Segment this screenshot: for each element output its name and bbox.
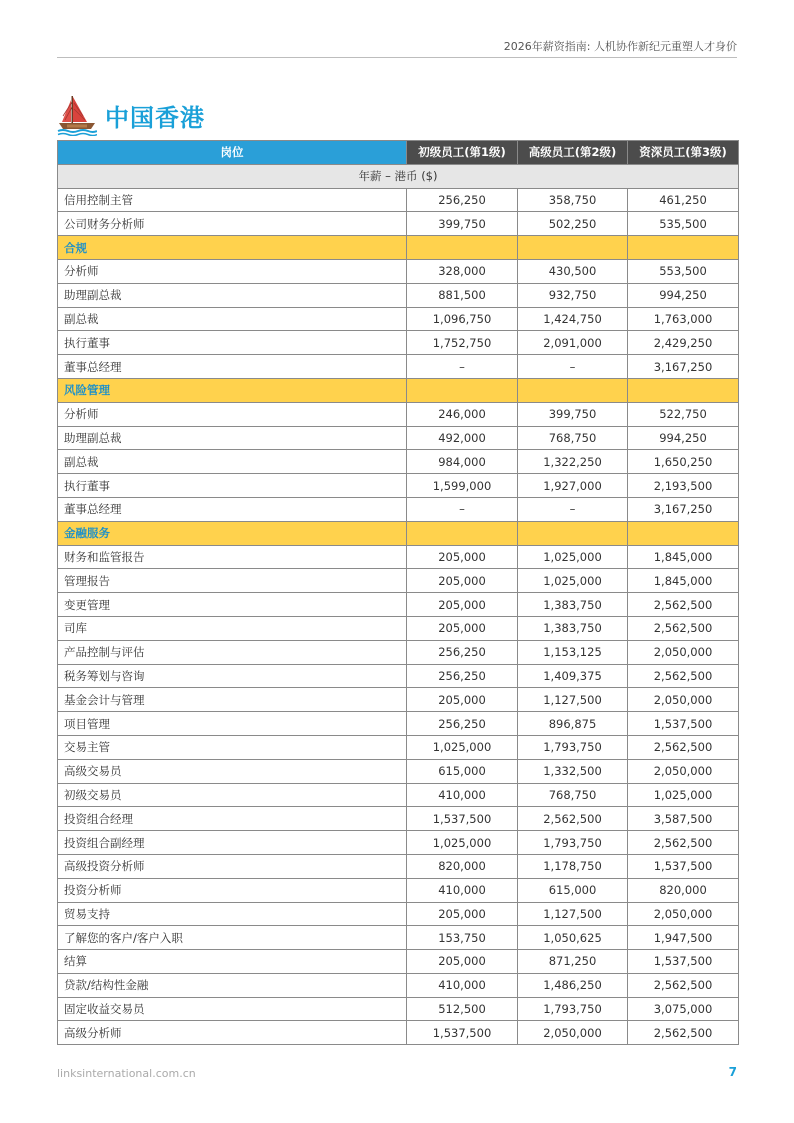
table-row	[58, 950, 739, 974]
section-title: 风险管理	[58, 378, 407, 402]
salary-level-3-cell: 2,050,000	[628, 902, 739, 926]
salary-level-1-cell: 256,250	[407, 188, 518, 212]
role-cell: 投资分析师	[58, 878, 407, 902]
currency-subheader-row	[58, 164, 739, 188]
table-row	[58, 331, 739, 355]
footer-url[interactable]: linksinternational.com.cn	[57, 1067, 196, 1080]
salary-level-1-cell: 256,250	[407, 712, 518, 736]
salary-level-1-cell: 615,000	[407, 759, 518, 783]
section-row	[58, 521, 739, 545]
salary-level-2-cell: 2,091,000	[518, 331, 628, 355]
table-row	[58, 926, 739, 950]
role-cell: 固定收益交易员	[58, 997, 407, 1021]
salary-level-2-cell: 1,409,375	[518, 664, 628, 688]
salary-level-3-cell: 2,562,500	[628, 616, 739, 640]
role-cell: 高级投资分析师	[58, 854, 407, 878]
salary-level-2-cell: 768,750	[518, 783, 628, 807]
salary-level-3-cell: 2,562,500	[628, 593, 739, 617]
salary-level-3-cell: 535,500	[628, 212, 739, 236]
role-cell: 了解您的客户/客户入职	[58, 926, 407, 950]
currency-subheader: 年薪 – 港币 ($)	[58, 164, 739, 188]
section-empty-cell	[518, 378, 628, 402]
salary-level-1-cell: 256,250	[407, 640, 518, 664]
role-cell: 结算	[58, 950, 407, 974]
section-empty-cell	[407, 236, 518, 260]
role-cell: 执行董事	[58, 331, 407, 355]
salary-level-2-cell: 430,500	[518, 259, 628, 283]
salary-table	[57, 140, 739, 1045]
table-row	[58, 426, 739, 450]
role-cell: 副总裁	[58, 450, 407, 474]
salary-level-2-cell: –	[518, 497, 628, 521]
table-row	[58, 402, 739, 426]
salary-level-1-cell: 984,000	[407, 450, 518, 474]
role-cell: 高级分析师	[58, 1021, 407, 1045]
salary-level-2-cell: 1,424,750	[518, 307, 628, 331]
table-row	[58, 450, 739, 474]
salary-level-2-cell: 2,050,000	[518, 1021, 628, 1045]
table-row	[58, 878, 739, 902]
salary-level-1-cell: 153,750	[407, 926, 518, 950]
salary-level-2-cell: 768,750	[518, 426, 628, 450]
role-cell: 分析师	[58, 259, 407, 283]
table-row	[58, 854, 739, 878]
salary-level-2-cell: 1,050,625	[518, 926, 628, 950]
role-cell: 贷款/结构性金融	[58, 973, 407, 997]
salary-level-2-cell: 1,127,500	[518, 688, 628, 712]
role-cell: 变更管理	[58, 593, 407, 617]
table-row	[58, 688, 739, 712]
role-cell: 董事总经理	[58, 355, 407, 379]
salary-level-2-cell: 871,250	[518, 950, 628, 974]
salary-level-3-cell: 3,167,250	[628, 355, 739, 379]
salary-level-3-cell: 1,025,000	[628, 783, 739, 807]
salary-level-1-cell: 1,599,000	[407, 474, 518, 498]
table-row	[58, 783, 739, 807]
salary-level-1-cell: –	[407, 355, 518, 379]
salary-level-1-cell: 820,000	[407, 854, 518, 878]
salary-level-1-cell: 328,000	[407, 259, 518, 283]
salary-level-3-cell: 994,250	[628, 283, 739, 307]
table-row	[58, 259, 739, 283]
table-row	[58, 831, 739, 855]
salary-level-2-cell: 1,025,000	[518, 545, 628, 569]
role-cell: 信用控制主管	[58, 188, 407, 212]
table-row	[58, 355, 739, 379]
section-title: 金融服务	[58, 521, 407, 545]
table-row	[58, 474, 739, 498]
section-row	[58, 236, 739, 260]
salary-level-2-cell: 1,793,750	[518, 831, 628, 855]
role-cell: 投资组合副经理	[58, 831, 407, 855]
salary-level-1-cell: 410,000	[407, 878, 518, 902]
salary-level-3-cell: 2,193,500	[628, 474, 739, 498]
salary-level-3-cell: 2,562,500	[628, 1021, 739, 1045]
salary-level-1-cell: 399,750	[407, 212, 518, 236]
table-row	[58, 640, 739, 664]
salary-level-2-cell: 1,332,500	[518, 759, 628, 783]
role-cell: 公司财务分析师	[58, 212, 407, 236]
salary-level-1-cell: 1,096,750	[407, 307, 518, 331]
salary-level-2-cell: 2,562,500	[518, 807, 628, 831]
salary-level-3-cell: 2,562,500	[628, 973, 739, 997]
salary-level-1-cell: 1,537,500	[407, 807, 518, 831]
salary-level-3-cell: 2,562,500	[628, 664, 739, 688]
role-cell: 董事总经理	[58, 497, 407, 521]
section-empty-cell	[628, 236, 739, 260]
table-row	[58, 545, 739, 569]
salary-level-2-cell: 896,875	[518, 712, 628, 736]
salary-level-3-cell: 2,050,000	[628, 640, 739, 664]
salary-level-2-cell: 502,250	[518, 212, 628, 236]
salary-level-1-cell: 1,025,000	[407, 735, 518, 759]
role-cell: 投资组合经理	[58, 807, 407, 831]
table-row	[58, 497, 739, 521]
role-cell: 初级交易员	[58, 783, 407, 807]
table-row	[58, 973, 739, 997]
salary-level-3-cell: 1,537,500	[628, 712, 739, 736]
header-divider	[57, 57, 737, 58]
section-title: 合规	[58, 236, 407, 260]
table-row	[58, 664, 739, 688]
salary-level-1-cell: 492,000	[407, 426, 518, 450]
salary-level-1-cell: 881,500	[407, 283, 518, 307]
column-header-role: 岗位	[58, 141, 407, 165]
salary-level-2-cell: 358,750	[518, 188, 628, 212]
table-row	[58, 759, 739, 783]
role-cell: 执行董事	[58, 474, 407, 498]
role-cell: 项目管理	[58, 712, 407, 736]
salary-level-3-cell: 2,050,000	[628, 759, 739, 783]
salary-level-1-cell: 205,000	[407, 545, 518, 569]
table-row	[58, 807, 739, 831]
role-cell: 财务和监管报告	[58, 545, 407, 569]
salary-level-1-cell: 205,000	[407, 593, 518, 617]
salary-level-2-cell: 1,322,250	[518, 450, 628, 474]
role-cell: 税务筹划与咨询	[58, 664, 407, 688]
salary-level-2-cell: 1,927,000	[518, 474, 628, 498]
salary-level-2-cell: 1,793,750	[518, 735, 628, 759]
salary-level-3-cell: 2,050,000	[628, 688, 739, 712]
salary-level-2-cell: 1,383,750	[518, 593, 628, 617]
table-row	[58, 1021, 739, 1045]
table-row	[58, 212, 739, 236]
salary-level-1-cell: –	[407, 497, 518, 521]
salary-level-1-cell: 1,537,500	[407, 1021, 518, 1045]
document-title: 2026年薪资指南: 人机协作新纪元重塑人才身价	[503, 40, 737, 53]
salary-level-3-cell: 2,562,500	[628, 831, 739, 855]
table-row	[58, 997, 739, 1021]
section-empty-cell	[518, 236, 628, 260]
region-title: 中国香港	[105, 103, 205, 132]
salary-level-3-cell: 3,167,250	[628, 497, 739, 521]
salary-level-3-cell: 461,250	[628, 188, 739, 212]
role-cell: 产品控制与评估	[58, 640, 407, 664]
salary-level-2-cell: 615,000	[518, 878, 628, 902]
salary-level-3-cell: 994,250	[628, 426, 739, 450]
salary-level-1-cell: 410,000	[407, 973, 518, 997]
junk-boat-icon	[57, 94, 97, 136]
salary-level-2-cell: 1,383,750	[518, 616, 628, 640]
role-cell: 助理副总裁	[58, 283, 407, 307]
column-header-level-2: 高级员工(第2级)	[518, 141, 628, 165]
salary-level-3-cell: 1,763,000	[628, 307, 739, 331]
region-heading	[57, 94, 205, 136]
role-cell: 贸易支持	[58, 902, 407, 926]
salary-level-1-cell: 246,000	[407, 402, 518, 426]
section-empty-cell	[407, 521, 518, 545]
table-row	[58, 735, 739, 759]
salary-level-1-cell: 410,000	[407, 783, 518, 807]
salary-level-3-cell: 1,845,000	[628, 545, 739, 569]
salary-level-3-cell: 3,587,500	[628, 807, 739, 831]
table-row	[58, 569, 739, 593]
section-empty-cell	[518, 521, 628, 545]
salary-level-1-cell: 1,025,000	[407, 831, 518, 855]
salary-level-3-cell: 2,562,500	[628, 735, 739, 759]
role-cell: 副总裁	[58, 307, 407, 331]
salary-level-2-cell: 1,178,750	[518, 854, 628, 878]
salary-level-2-cell: 1,025,000	[518, 569, 628, 593]
role-cell: 交易主管	[58, 735, 407, 759]
table-row	[58, 902, 739, 926]
table-row	[58, 307, 739, 331]
role-cell: 分析师	[58, 402, 407, 426]
salary-level-3-cell: 1,537,500	[628, 950, 739, 974]
salary-level-1-cell: 1,752,750	[407, 331, 518, 355]
salary-level-2-cell: 1,127,500	[518, 902, 628, 926]
table-header-row	[58, 141, 739, 165]
salary-level-3-cell: 1,650,250	[628, 450, 739, 474]
salary-level-2-cell: 399,750	[518, 402, 628, 426]
section-empty-cell	[407, 378, 518, 402]
role-cell: 管理报告	[58, 569, 407, 593]
salary-level-1-cell: 205,000	[407, 688, 518, 712]
column-header-level-1: 初级员工(第1级)	[407, 141, 518, 165]
role-cell: 助理副总裁	[58, 426, 407, 450]
salary-level-3-cell: 1,845,000	[628, 569, 739, 593]
salary-level-3-cell: 522,750	[628, 402, 739, 426]
salary-level-2-cell: 1,153,125	[518, 640, 628, 664]
salary-level-3-cell: 820,000	[628, 878, 739, 902]
salary-level-1-cell: 205,000	[407, 950, 518, 974]
salary-level-1-cell: 205,000	[407, 569, 518, 593]
table-row	[58, 593, 739, 617]
salary-level-3-cell: 1,947,500	[628, 926, 739, 950]
salary-level-3-cell: 553,500	[628, 259, 739, 283]
table-row	[58, 616, 739, 640]
table-row	[58, 188, 739, 212]
salary-level-1-cell: 205,000	[407, 902, 518, 926]
salary-level-2-cell: 1,486,250	[518, 973, 628, 997]
page-number: 7	[728, 1065, 737, 1079]
salary-level-3-cell: 2,429,250	[628, 331, 739, 355]
role-cell: 高级交易员	[58, 759, 407, 783]
section-row	[58, 378, 739, 402]
role-cell: 司库	[58, 616, 407, 640]
salary-level-2-cell: 932,750	[518, 283, 628, 307]
salary-level-2-cell: –	[518, 355, 628, 379]
salary-level-2-cell: 1,793,750	[518, 997, 628, 1021]
salary-level-1-cell: 256,250	[407, 664, 518, 688]
column-header-level-3: 资深员工(第3级)	[628, 141, 739, 165]
role-cell: 基金会计与管理	[58, 688, 407, 712]
section-empty-cell	[628, 521, 739, 545]
section-empty-cell	[628, 378, 739, 402]
salary-level-1-cell: 512,500	[407, 997, 518, 1021]
salary-level-3-cell: 3,075,000	[628, 997, 739, 1021]
salary-level-3-cell: 1,537,500	[628, 854, 739, 878]
table-row	[58, 712, 739, 736]
table-row	[58, 283, 739, 307]
salary-level-1-cell: 205,000	[407, 616, 518, 640]
